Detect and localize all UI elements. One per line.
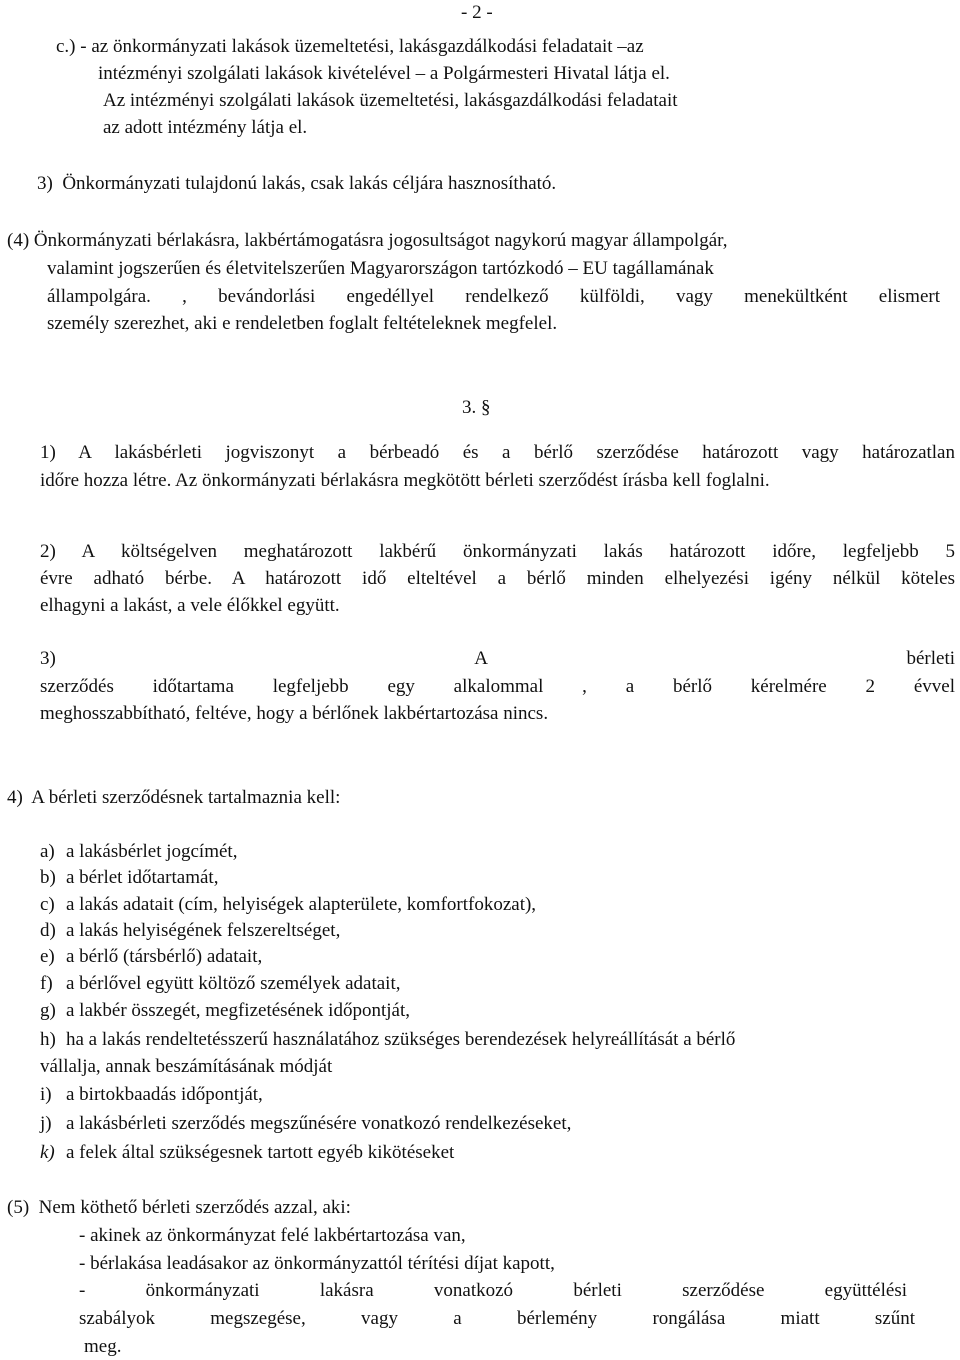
c-line-2: intézményi szolgálati lakások kivételével – a Polgármesteri Hivatal látja el. (98, 63, 670, 84)
list-item: a lakás helyiségének felszereltséget, (66, 920, 341, 941)
list-item: a bérlő (társbérlő) adatait, (66, 946, 263, 967)
list-item-label: h) (40, 1029, 56, 1050)
p4-line-2: valamint jogszerűen és életvitelszerűen Magyarországon tartózkodó – EU tagállamának (47, 258, 714, 279)
list-item-label: g) (40, 1000, 56, 1021)
list-item: a lakásbérleti szerződés megszűnésére vonatkozó rendelkezéseket, (66, 1113, 572, 1134)
page-number: - 2 - (461, 2, 493, 23)
p4-line-4: személy szerezhet, aki e rendeletben foglalt feltételeknek megfelel. (47, 313, 558, 334)
list-item-label: a) (40, 841, 55, 862)
list-item-label: e) (40, 946, 55, 967)
list-item: a bérlet időtartamát, (66, 867, 219, 888)
list-item-label: c) (40, 894, 55, 915)
s3-line-1: 3) A bérleti (40, 648, 955, 669)
list-item: ha a lakás rendeltetésszerű használatához szükséges berendezések helyreállítását a bérlő (66, 1029, 736, 1050)
list-item-label: b) (40, 867, 56, 888)
c-line-4: az adott intézmény látja el. (103, 117, 308, 138)
s3-line-3: meghosszabbítható, feltéve, hogy a bérlőnek lakbértartozása nincs. (40, 703, 549, 724)
list-item-label: j) (40, 1113, 52, 1134)
list-item-label: d) (40, 920, 56, 941)
paragraph-3-ownership: 3) Önkormányzati tulajdonú lakás, csak lakás céljára hasznosítható. (37, 173, 557, 194)
s1-line-1: 1) A lakásbérleti jogviszonyt a bérbeadó és a bérlő szerződése határozott vagy határozatlan (40, 442, 955, 463)
s5-line-4: szabályok megszegése, vagy a bérlemény rongálása miatt szűnt (79, 1308, 915, 1329)
s3-line-2: szerződés időtartama legfeljebb egy alkalommal , a bérlő kérelmére 2 évvel (40, 676, 955, 697)
s4-heading: 4) A bérleti szerződésnek tartalmaznia kell: (7, 787, 341, 808)
s2-line-3: elhagyni a lakást, a vele élőkkel együtt. (40, 595, 340, 616)
list-item-label: k) (40, 1142, 55, 1163)
list-item: a birtokbaadás időpontját, (66, 1084, 263, 1105)
p4-line-1: (4) Önkormányzati bérlakásra, lakbértámogatásra jogosultságot nagykorú magyar állampolgár, (7, 230, 728, 251)
p4-line-3: állampolgára. , bevándorlási engedéllyel rendelkező külföldi, vagy menekültként elismert (47, 286, 940, 307)
list-item-label: i) (40, 1084, 52, 1105)
s5-line-2: - bérlakása leadásakor az önkormányzattól térítési díjat kapott, (79, 1253, 555, 1274)
c-line-3: Az intézményi szolgálati lakások üzemeltetési, lakásgazdálkodási feladatait (103, 90, 678, 111)
list-item: a lakbér összegét, megfizetésének időpontját, (66, 1000, 410, 1021)
s5-line-5: meg. (84, 1336, 122, 1357)
s5-heading: (5) Nem köthető bérleti szerződés azzal, aki: (7, 1197, 351, 1218)
c-line-1: c.) - az önkormányzati lakások üzemeltetési, lakásgazdálkodási feladatait –az (56, 36, 644, 57)
list-item-continuation: vállalja, annak beszámításának módját (40, 1056, 333, 1077)
s2-line-1: 2) A költségelven meghatározott lakbérű önkormányzati lakás határozott időre, legfeljebb 5 (40, 541, 955, 562)
list-item: a felek által szükségesnek tartott egyéb kikötéseket (66, 1142, 455, 1163)
list-item: a lakásbérlet jogcímét, (66, 841, 238, 862)
s5-line-1: - akinek az önkormányzat felé lakbértartozása van, (79, 1225, 466, 1246)
list-item-label: f) (40, 973, 53, 994)
s2-line-2: évre adható bérbe. A határozott idő elteltével a bérlő minden elhelyezési igény nélkül köteles (40, 568, 955, 589)
list-item: a lakás adatait (cím, helyiségek alapterülete, komfortfokozat), (66, 894, 537, 915)
list-item: a bérlővel együtt költöző személyek adatait, (66, 973, 401, 994)
s1-line-2: időre hozza létre. Az önkormányzati bérlakásra megkötött bérleti szerződést írásba kell foglalni. (40, 470, 770, 491)
s5-line-3: - önkormányzati lakásra vonatkozó bérleti szerződése együttélési (79, 1280, 907, 1301)
section-heading: 3. § (462, 397, 491, 418)
